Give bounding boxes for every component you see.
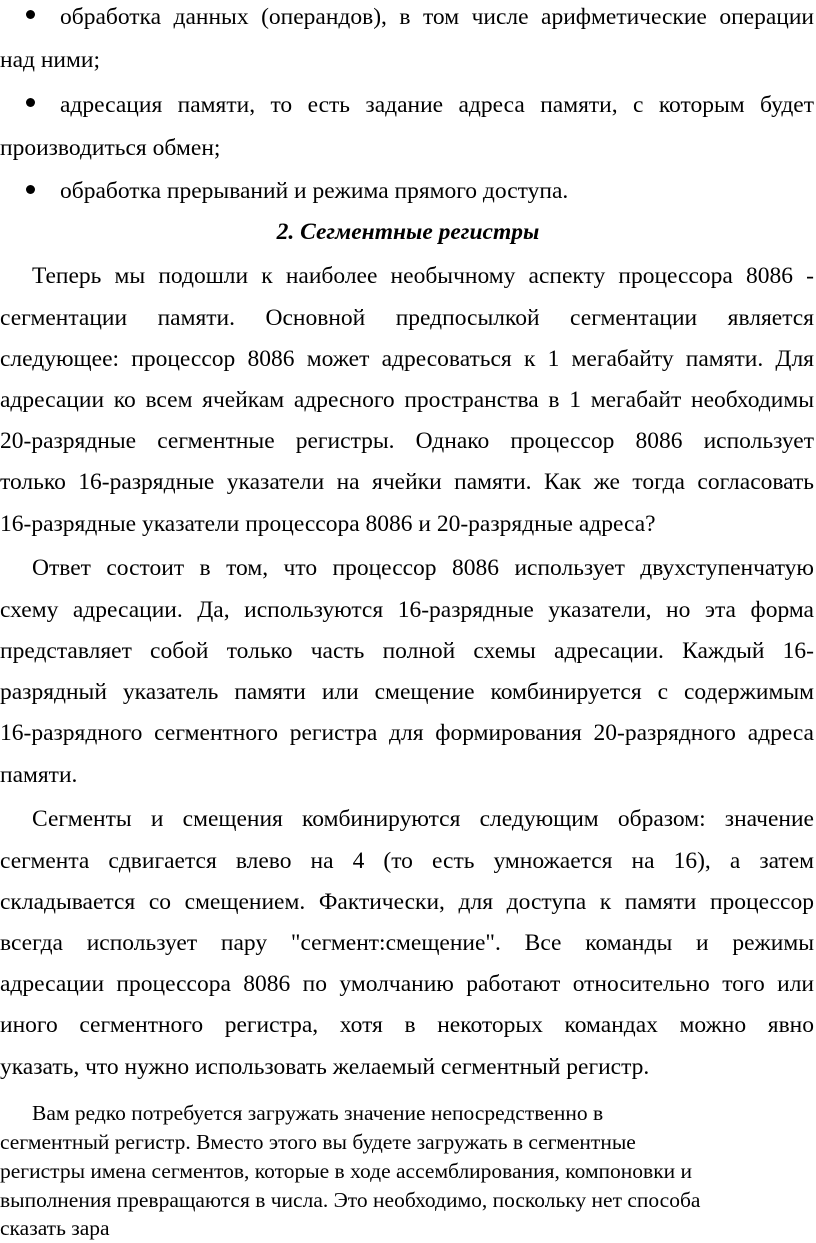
text-line: Вам редко потребуется загружать значение непосредственно в <box>32 1101 604 1125</box>
text-line: адресации процессора 8086 по умолчанию работают относительно того или <box>0 971 814 997</box>
bullet-dot-icon <box>23 98 38 113</box>
text-line: 16-разрядного сегментного регистра для формирования 20-разрядного адреса <box>0 720 814 746</box>
text-line: представляет собой только часть полной схемы адресации. Каждый 16- <box>0 638 814 664</box>
text-line: сегментации памяти. Основной предпосылкой сегментации является <box>0 305 814 331</box>
text-line: обработка данных (операндов), в том числе арифметические операции <box>60 4 814 30</box>
text-line: Сегменты и смещения комбинируются следующим образом: значение <box>32 806 814 832</box>
text-line: разрядный указатель памяти или смещение комбинируется с содержимым <box>0 679 814 705</box>
text-line: адресация памяти, то есть задание адреса памяти, с которым будет <box>60 92 814 118</box>
text-line: только 16-разрядные указатели на ячейки памяти. Как же тогда согласовать <box>0 469 814 495</box>
text-line: сегмента сдвигается влево на 4 (то есть умножается на 16), а затем <box>0 848 814 874</box>
text-line: 16-разрядные указатели процессора 8086 и 20-разрядные адреса? <box>0 511 656 537</box>
text-line: над ними; <box>0 47 100 73</box>
bullet-dot-icon <box>23 185 38 200</box>
text-line: памяти. <box>0 762 78 788</box>
text-line: схему адресации. Да, используются 16-разрядные указатели, но эта форма <box>0 597 814 623</box>
text-line: регистры имена сегментов, которые в ходе ассемблирования, компоновки и <box>0 1159 693 1183</box>
text-line: всегда использует пару "сегмент:смещение". Все команды и режимы <box>0 930 814 956</box>
bullet-dot-icon <box>23 10 38 25</box>
text-line: следующее: процессор 8086 может адресоваться к 1 мегабайту памяти. Для <box>0 346 814 372</box>
text-line: указать, что нужно использовать желаемый сегментный регистр. <box>0 1054 650 1080</box>
text-line: Ответ состоит в том, что процессор 8086 использует двухступенчатую <box>32 555 814 581</box>
text-line: адресации ко всем ячейкам адресного пространства в 1 мегабайт необходимы <box>0 387 814 413</box>
text-line: складывается со смещением. Фактически, для доступа к памяти процессор <box>0 889 814 915</box>
text-line: иного сегментного регистра, хотя в некоторых командах можно явно <box>0 1012 814 1038</box>
text-line: 20-разрядные сегментные регистры. Однако процессор 8086 использует <box>0 428 814 454</box>
text-line: обработка прерываний и режима прямого доступа. <box>60 178 569 204</box>
text-line: сегментный регистр. Вместо этого вы будете загружать в сегментные <box>0 1130 636 1154</box>
text-line: Теперь мы подошли к наиболее необычному аспекту процессора 8086 - <box>32 263 814 289</box>
section-heading: 2. Сегментные регистры <box>276 219 540 245</box>
text-line: выполнения превращаются в числа. Это необходимо, поскольку нет способа <box>0 1188 701 1212</box>
text-line: производиться обмен; <box>0 135 221 161</box>
text-line: сказать зара <box>0 1216 110 1240</box>
